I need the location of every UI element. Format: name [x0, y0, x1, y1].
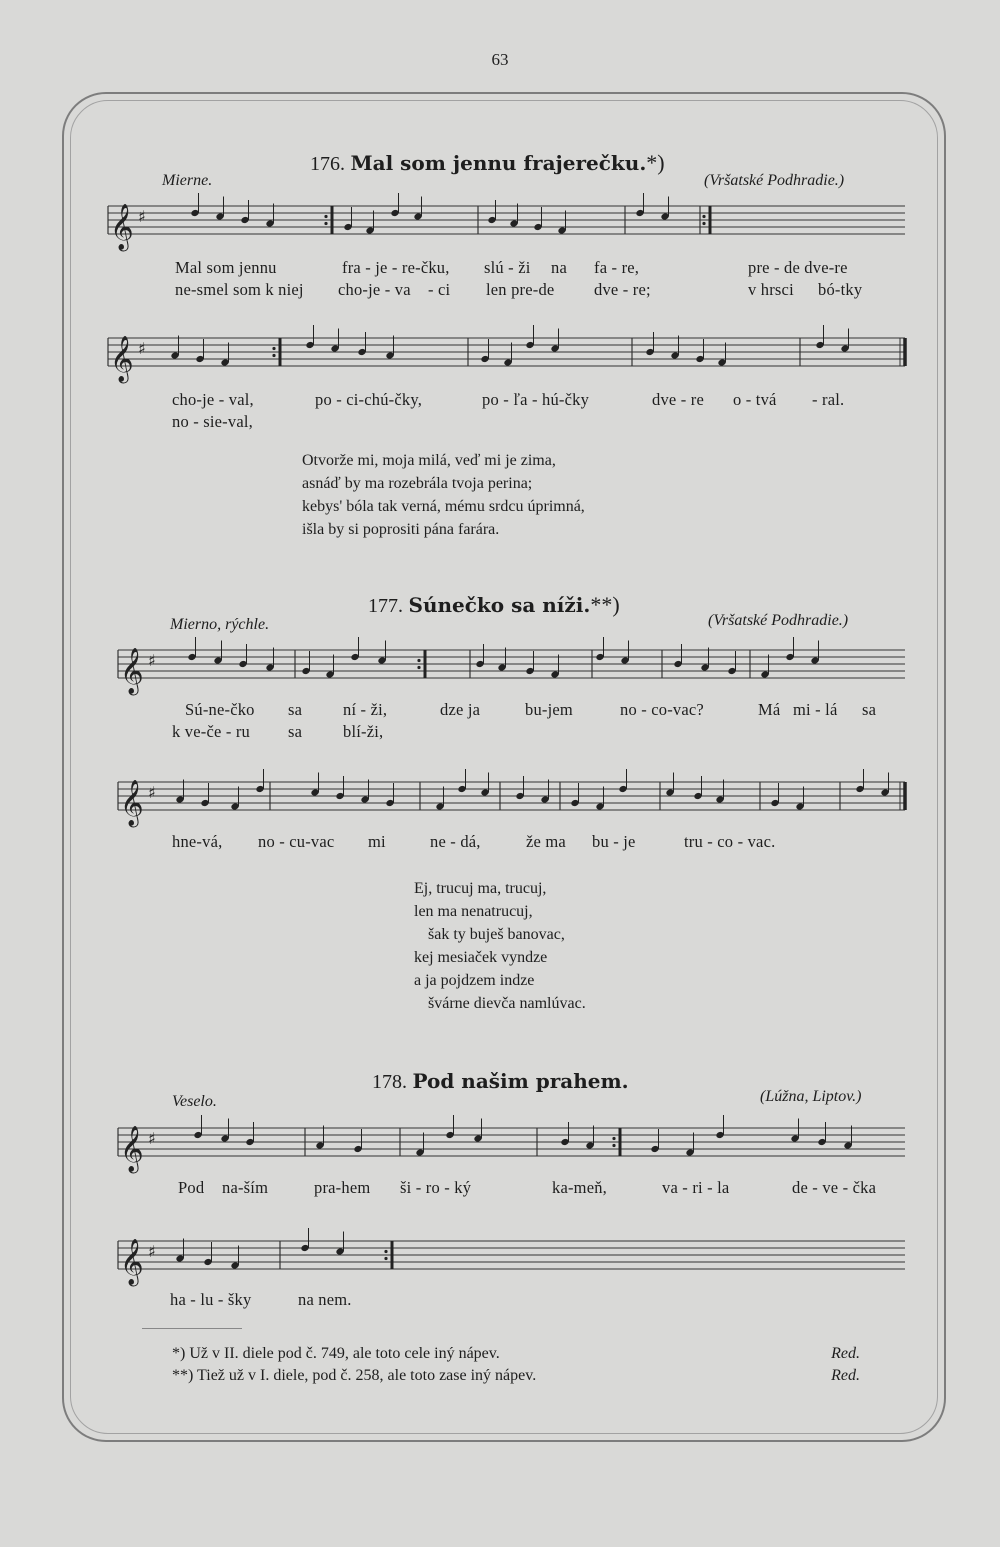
- music-staff: [100, 190, 920, 260]
- repeat-dot: [324, 215, 327, 218]
- lyric-line: cho-je - val,: [172, 390, 254, 409]
- tempo-marking: Mierne.: [162, 172, 213, 189]
- repeat-dot: [324, 222, 327, 225]
- tempo-marking: Mierno, rýchle.: [170, 616, 270, 633]
- lyric-line: cho-je - va: [338, 280, 411, 299]
- stanza-line: išla by si poprositi pána farára.: [302, 521, 500, 538]
- lyric-line: slú - ži: [484, 258, 531, 277]
- treble-clef-icon: 𝄞: [110, 204, 134, 250]
- lyric-line: bu - je: [592, 832, 636, 851]
- lyric-line: na: [551, 258, 567, 277]
- stanza-line: Ej, trucuj ma, trucuj,: [414, 880, 547, 897]
- key-sharp-icon: ♯: [148, 783, 156, 802]
- key-sharp-icon: ♯: [148, 1242, 156, 1261]
- stanza: [414, 877, 586, 1015]
- lyric-line: ne-smel som k niej: [175, 280, 304, 299]
- lyric-line: len pre-de: [486, 280, 555, 299]
- music-staff: [100, 634, 920, 704]
- lyric-line: bu-jem: [525, 700, 573, 719]
- repeat-dot: [612, 1144, 615, 1147]
- lyric-line: hne-vá,: [172, 832, 223, 851]
- repeat-dot: [612, 1137, 615, 1140]
- stanza-line: švárne dievča namlúvac.: [428, 995, 586, 1012]
- editor-sign: Red.: [831, 1345, 860, 1362]
- lyric-line: - ci: [428, 280, 451, 299]
- treble-clef-icon: 𝄞: [120, 780, 144, 826]
- song-176-heading: [310, 150, 665, 176]
- lyric-line: na-ším: [222, 1178, 269, 1197]
- lyric-line: v hrsci: [748, 280, 794, 299]
- repeat-dot: [384, 1257, 387, 1260]
- lyric-line: dve - re: [652, 390, 704, 409]
- footnote-rule: [142, 1328, 242, 1329]
- song-title: Pod našim prahem.: [412, 1069, 629, 1093]
- lyric-line: na nem.: [298, 1290, 352, 1309]
- stanza: [302, 449, 585, 541]
- stanza-line: asnáď by ma rozebrála tvoja perina;: [302, 475, 533, 492]
- stanza-line: kej mesiaček vyndze: [414, 949, 548, 966]
- lyric-line: sa: [288, 700, 303, 719]
- lyric-line: po - ci-chú-čky,: [315, 390, 423, 409]
- song-title: Súnečko sa níži.: [408, 593, 591, 617]
- lyric-line: tru - co - vac.: [684, 832, 776, 851]
- song-number: 176.: [310, 153, 345, 175]
- lyric-line: ka-meň,: [552, 1178, 608, 1197]
- song-origin: (Vršatské Podhradie.): [708, 612, 849, 629]
- repeat-dot: [272, 347, 275, 350]
- treble-clef-icon: 𝄞: [120, 648, 144, 694]
- lyric-line: va - ri - la: [662, 1178, 730, 1197]
- song-number: 178.: [372, 1071, 407, 1093]
- lyric-line: ne - dá,: [430, 832, 481, 851]
- key-sharp-icon: ♯: [138, 339, 146, 358]
- key-sharp-icon: ♯: [148, 1129, 156, 1148]
- stanza-line: len ma nenatrucuj,: [414, 903, 533, 920]
- key-sharp-icon: ♯: [138, 207, 146, 226]
- lyric-line: Pod: [178, 1178, 205, 1197]
- lyric-line: dze ja: [440, 700, 481, 719]
- lyric-line: - ral.: [812, 390, 845, 409]
- lyric-line: pra-hem: [314, 1178, 371, 1197]
- lyric-line: k ve-če - ru: [172, 722, 250, 741]
- music-staff: [100, 1225, 920, 1295]
- stanza-line: šak ty buješ banovac,: [428, 926, 565, 943]
- song-title: Mal som jennu frajerečku.: [350, 151, 647, 175]
- treble-clef-icon: 𝄞: [120, 1126, 144, 1172]
- footnote-ref: **): [590, 592, 620, 617]
- treble-clef-icon: 𝄞: [110, 336, 134, 382]
- lyric-line: ní - ži,: [343, 700, 388, 719]
- footnote-ref: *): [646, 150, 665, 175]
- stanza-line: kebys' bóla tak verná, mému srdcu úprimná,: [302, 498, 585, 515]
- lyric-line: ha - lu - šky: [170, 1290, 252, 1309]
- lyric-line: de - ve - čka: [792, 1178, 877, 1197]
- lyric-line: sa: [862, 700, 877, 719]
- lyric-line: blí-ži,: [343, 722, 384, 741]
- lyric-line: že ma: [526, 832, 566, 851]
- lyric-line: fra - je - re-čku,: [342, 258, 450, 277]
- footnote: **) Tiež už v I. diele, pod č. 258, ale toto zase iný nápev.: [172, 1367, 537, 1384]
- lyric-line: Sú-ne-čko: [185, 700, 255, 719]
- song-number: 177.: [368, 595, 403, 617]
- lyric-line: bó-tky: [818, 280, 863, 299]
- lyric-line: po - ľa - hú-čky: [482, 390, 590, 409]
- song-origin: (Vršatské Podhradie.): [704, 172, 845, 189]
- lyric-line: Mal som jennu: [175, 258, 277, 277]
- editor-sign: Red.: [831, 1367, 860, 1384]
- key-sharp-icon: ♯: [148, 651, 156, 670]
- lyric-line: sa: [288, 722, 303, 741]
- song-177-heading: [368, 592, 620, 618]
- repeat-dot: [417, 659, 420, 662]
- music-staff: [100, 1112, 920, 1182]
- music-staff: [100, 766, 920, 836]
- stanza-line: Otvorže mi, moja milá, veď mi je zima,: [302, 452, 556, 469]
- lyric-line: pre - de dve-re: [748, 258, 848, 277]
- tempo-marking: Veselo.: [172, 1093, 217, 1110]
- lyric-line: Má: [758, 700, 781, 719]
- footnote: *) Už v II. diele pod č. 749, ale toto cele iný nápev.: [172, 1345, 500, 1362]
- lyric-line: dve - re;: [594, 280, 651, 299]
- repeat-dot: [702, 222, 705, 225]
- lyric-line: no - sie-val,: [172, 412, 253, 431]
- treble-clef-icon: 𝄞: [120, 1239, 144, 1285]
- page-number: 63: [491, 50, 509, 69]
- song-origin: (Lúžna, Liptov.): [760, 1088, 862, 1105]
- lyric-line: mi - lá: [793, 700, 838, 719]
- lyric-line: ši - ro - ký: [400, 1178, 472, 1197]
- lyric-line: no - co-vac?: [620, 700, 704, 719]
- song-178-heading: [372, 1068, 629, 1094]
- lyric-line: fa - re,: [594, 258, 640, 277]
- lyric-line: no - cu-vac: [258, 832, 335, 851]
- repeat-dot: [272, 354, 275, 357]
- music-staff: [100, 322, 920, 392]
- lyric-line: mi: [368, 832, 386, 851]
- repeat-dot: [702, 215, 705, 218]
- repeat-dot: [417, 666, 420, 669]
- repeat-dot: [384, 1250, 387, 1253]
- stanza-line: a ja pojdzem indze: [414, 972, 535, 989]
- lyric-line: o - tvá: [733, 390, 777, 409]
